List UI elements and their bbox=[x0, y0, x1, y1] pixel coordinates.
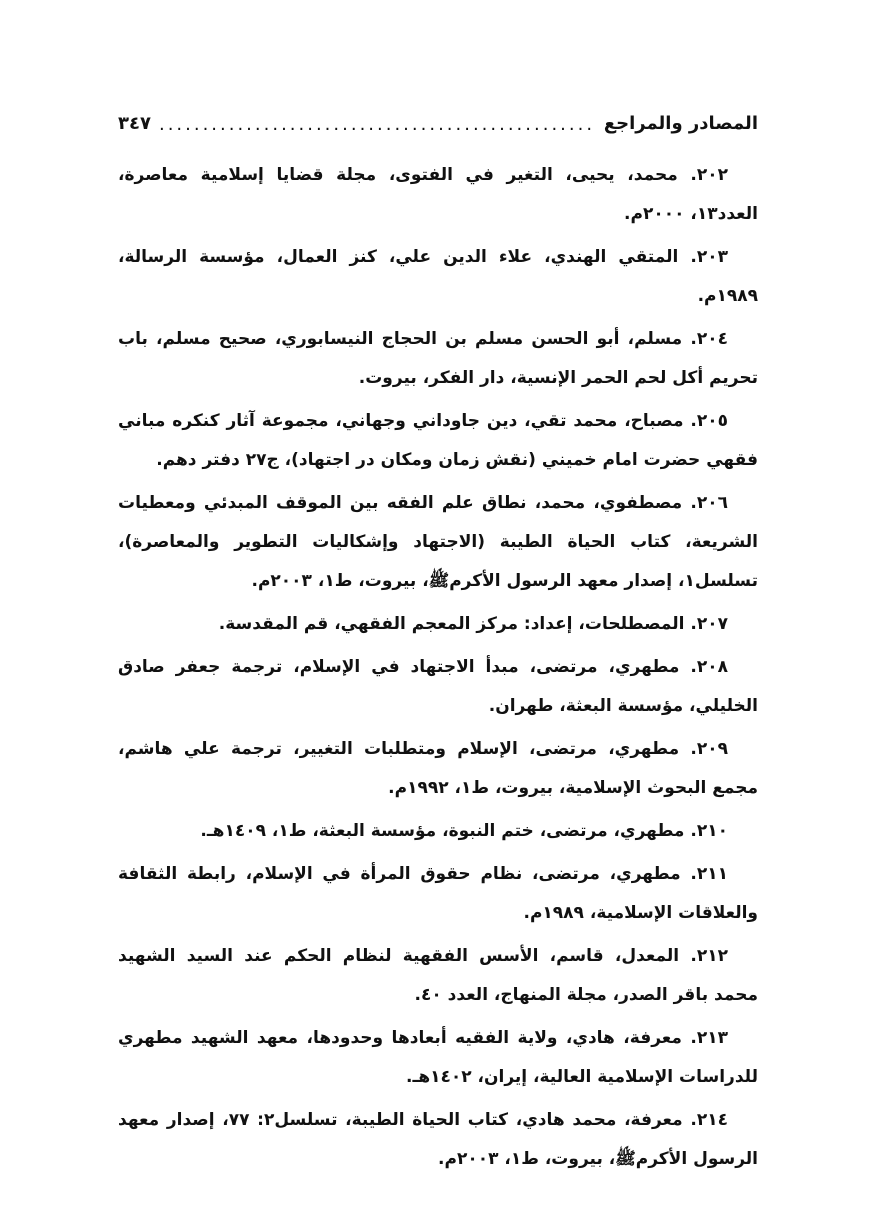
bibliography-entry: ٢٠٧. المصطلحات، إعداد: مركز المعجم الفقهي، قم المقدسة. bbox=[218, 614, 728, 634]
entry-text: المصطلحات، إعداد: مركز المعجم الفقهي، قم المقدسة. bbox=[218, 614, 685, 634]
entry-text: المتقي الهندي، علاء الدين علي، كنز العمال، مؤسسة الرسالة، ١٩٨٩م. bbox=[118, 247, 758, 306]
entry-number: ٢١٣ bbox=[696, 1028, 728, 1048]
entry-number: ٢٠٥ bbox=[696, 411, 728, 431]
bibliography-entry: ٢٠٢. محمد، يحيى، التغير في الفتوى، مجلة قضايا إسلامية معاصرة، العدد١٣، ٢٠٠٠م. bbox=[118, 165, 758, 224]
running-header bbox=[118, 100, 758, 134]
entry-number: ٢١٢ bbox=[696, 946, 728, 966]
entry-number: ٢١١ bbox=[696, 864, 728, 884]
bibliography-entry: ٢١١. مطهري، مرتضى، نظام حقوق المرأة في الإسلام، رابطة الثقافة والعلاقات الإسلامية، ١٩٨٩م. bbox=[118, 864, 758, 923]
entry-text: محمد، يحيى، التغير في الفتوى، مجلة قضايا إسلامية معاصرة، العدد١٣، ٢٠٠٠م. bbox=[118, 165, 758, 224]
bibliography-entry: ٢٠٥. مصباح، محمد تقي، دين جاوداني وجهاني، مجموعة آثار كنكره مباني فقهي حضرت امام خميني (نقش زمان ومكان در اجتهاد)، ج٢٧ دفتر دهم. bbox=[118, 411, 758, 470]
bibliography-entry: ٢٠٦. مصطفوي، محمد، نطاق علم الفقه بين الموقف المبدئي ومعطيات الشريعة، كتاب الحياة الطيبة (الاجتهاد وإشكاليات التطوير والمعاصرة)، تسلسل١، إصدار معهد الرسول الأكرمﷺ، بيروت، ط١، ٢٠٠٣م. bbox=[118, 493, 758, 591]
page-content bbox=[118, 100, 758, 1183]
entry-number: ٢٠٧ bbox=[696, 614, 728, 634]
dot-leader bbox=[159, 116, 596, 134]
entry-text: مصطفوي، محمد، نطاق علم الفقه بين الموقف المبدئي ومعطيات الشريعة، كتاب الحياة الطيبة (الاجتهاد وإشكاليات التطوير والمعاصرة)، تسلسل١، إصدار معهد الرسول الأكرمﷺ، بيروت، ط١، ٢٠٠٣م. bbox=[118, 493, 758, 591]
bibliography-list bbox=[118, 156, 758, 1179]
entry-number: ٢٠٩ bbox=[696, 739, 728, 759]
bibliography-entry: ٢٠٤. مسلم، أبو الحسن مسلم بن الحجاج النيسابوري، صحيح مسلم، باب تحريم أكل لحم الحمر الإنسية، دار الفكر، بيروت. bbox=[118, 329, 758, 388]
entry-text: معرفة، محمد هادي، كتاب الحياة الطيبة، تسلسل٢: ٧٧، إصدار معهد الرسول الأكرمﷺ، بيروت، ط١، ٢٠٠٣م. bbox=[118, 1110, 758, 1169]
entry-text: المعدل، قاسم، الأسس الفقهية لنظام الحكم عند السيد الشهيد محمد باقر الصدر، مجلة المنهاج، العدد ٤٠. bbox=[118, 946, 758, 1005]
bibliography-entry: ٢٠٩. مطهري، مرتضى، الإسلام ومتطلبات التغيير، ترجمة علي هاشم، مجمع البحوث الإسلامية، بيروت، ط١، ١٩٩٢م. bbox=[118, 739, 758, 798]
entry-text: معرفة، هادي، ولاية الفقيه أبعادها وحدودها، معهد الشهيد مطهري للدراسات الإسلامية العالية، إيران، ١٤٠٢هـ. bbox=[118, 1028, 758, 1087]
entry-text: مطهري، مرتضى، الإسلام ومتطلبات التغيير، ترجمة علي هاشم، مجمع البحوث الإسلامية، بيروت، ط١، ١٩٩٢م. bbox=[118, 739, 758, 798]
entry-number: ٢٠٣ bbox=[696, 247, 728, 267]
entry-number: ٢٠٤ bbox=[696, 329, 728, 349]
entry-text: مسلم، أبو الحسن مسلم بن الحجاج النيسابوري، صحيح مسلم، باب تحريم أكل لحم الحمر الإنسية، دار الفكر، بيروت. bbox=[118, 329, 758, 388]
bibliography-entry: ٢١٣. معرفة، هادي، ولاية الفقيه أبعادها وحدودها، معهد الشهيد مطهري للدراسات الإسلامية العالية، إيران، ١٤٠٢هـ. bbox=[118, 1028, 758, 1087]
entry-number: ٢١٤ bbox=[696, 1110, 728, 1130]
bibliography-entry: ٢١٤. معرفة، محمد هادي، كتاب الحياة الطيبة، تسلسل٢: ٧٧، إصدار معهد الرسول الأكرمﷺ، بيروت، ط١، ٢٠٠٣م. bbox=[118, 1110, 758, 1169]
entry-number: ٢٠٦ bbox=[696, 493, 728, 513]
entry-number: ٢٠٨ bbox=[696, 657, 728, 677]
page-number: ٣٤٧ bbox=[118, 113, 151, 134]
entry-text: مطهري، مرتضى، مبدأ الاجتهاد في الإسلام، ترجمة جعفر صادق الخليلي، مؤسسة البعثة، طهران. bbox=[118, 657, 758, 716]
bibliography-entry: ٢٠٣. المتقي الهندي، علاء الدين علي، كنز العمال، مؤسسة الرسالة، ١٩٨٩م. bbox=[118, 247, 758, 306]
entry-text: مطهري، مرتضى، ختم النبوة، مؤسسة البعثة، ط١، ١٤٠٩هـ. bbox=[200, 821, 685, 841]
entry-number: ٢٠٢ bbox=[696, 165, 728, 185]
bibliography-entry: ٢١٢. المعدل، قاسم، الأسس الفقهية لنظام الحكم عند السيد الشهيد محمد باقر الصدر، مجلة المنهاج، العدد ٤٠. bbox=[118, 946, 758, 1005]
bibliography-entry: ٢٠٨. مطهري، مرتضى، مبدأ الاجتهاد في الإسلام، ترجمة جعفر صادق الخليلي، مؤسسة البعثة، طهران. bbox=[118, 657, 758, 716]
bibliography-entry: ٢١٠. مطهري، مرتضى، ختم النبوة، مؤسسة البعثة، ط١، ١٤٠٩هـ. bbox=[200, 821, 728, 841]
section-title: المصادر والمراجع bbox=[603, 113, 758, 134]
entry-text: مصباح، محمد تقي، دين جاوداني وجهاني، مجموعة آثار كنكره مباني فقهي حضرت امام خميني (نقش زمان ومكان در اجتهاد)، ج٢٧ دفتر دهم. bbox=[118, 411, 758, 470]
entry-text: مطهري، مرتضى، نظام حقوق المرأة في الإسلام، رابطة الثقافة والعلاقات الإسلامية، ١٩٨٩م. bbox=[118, 864, 758, 923]
entry-number: ٢١٠ bbox=[696, 821, 728, 841]
